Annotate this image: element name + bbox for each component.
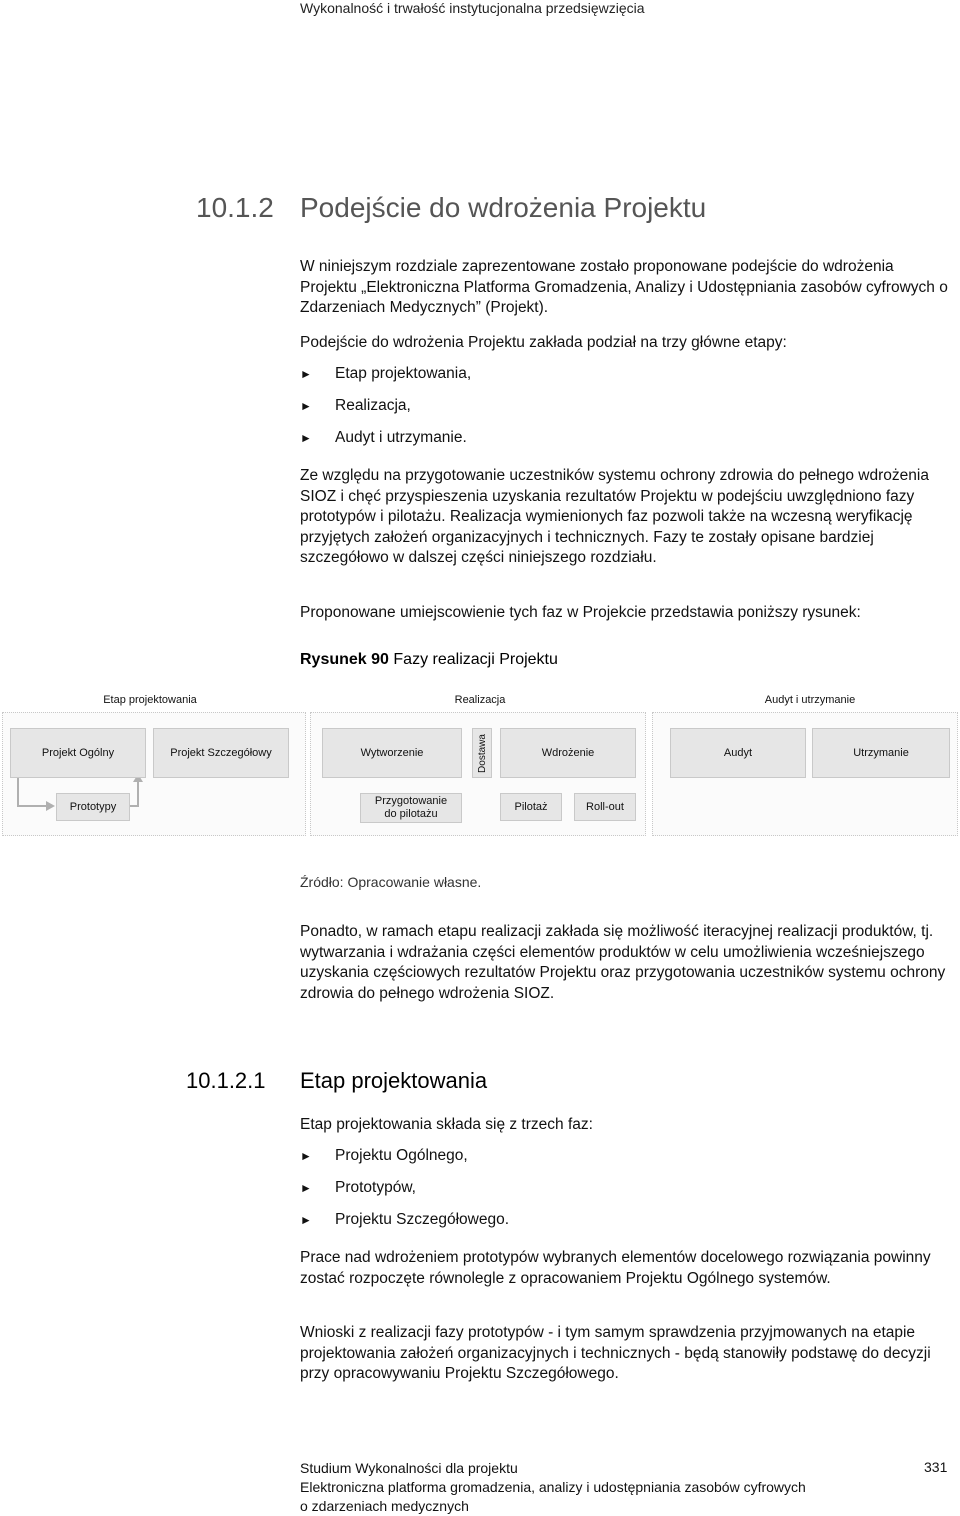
stage-label-audit: Audyt i utrzymanie	[764, 694, 856, 706]
figure-source: Źródło: Opracowanie własne.	[300, 874, 482, 890]
figure-title: Fazy realizacji Projektu	[393, 651, 558, 668]
paragraph-prototype-work: Prace nad wdrożeniem prototypów wybranych elementów docelowego rozwiązania powinny zostać rozpoczęte równolegle z opracowaniem Projektu Ogólnego systemów.	[300, 1249, 931, 1287]
box-projekt-ogolny: Projekt Ogólny	[10, 728, 146, 778]
paragraph-figure-intro: Proponowane umiejscowienie tych faz w Projekcie przedstawia poniższy rysunek:	[300, 604, 861, 621]
bullet-arrow-icon: ►	[300, 431, 312, 445]
stage-item: ► Audyt i utrzymanie.	[300, 429, 467, 446]
phase-item: ► Prototypów,	[300, 1179, 416, 1196]
figure-label: Rysunek 90	[300, 651, 389, 668]
box-utrzymanie: Utrzymanie	[812, 728, 950, 778]
phase-item: ► Projektu Szczegółowego.	[300, 1211, 510, 1228]
box-pilotaz: Pilotaż	[500, 793, 562, 821]
running-header: Wykonalność i trwałość instytucjonalna przedsięwzięcia	[300, 0, 645, 16]
paragraph-prototypes: Ze względu na przygotowanie uczestników systemu ochrony zdrowia do pełnego wdrożenia SIOZ i chęć przyspieszenia uzyskania rezultatów Projektu w podejściu uwzględniono fazy prototypów i pilotażu. Realizacja wymienionych faz pozwoli także na wczesną weryfikację przyjętych założeń organizacyjnych i technicznych. Fazy te zostały opisane bardziej szczegółowo w dalszej części niniejszego rozdziału.	[300, 467, 929, 566]
bullet-arrow-icon: ►	[300, 399, 312, 413]
stage-item: ► Etap projektowania,	[300, 365, 472, 382]
bullet-arrow-icon: ►	[300, 1213, 312, 1227]
stage-item: ► Realizacja,	[300, 397, 411, 414]
page-number: 331	[924, 1459, 948, 1475]
bullet-arrow-icon: ►	[300, 367, 312, 381]
stage-label-realization: Realizacja	[454, 694, 506, 706]
arrowhead-right	[46, 801, 55, 811]
box-wytworzenie: Wytworzenie	[322, 728, 462, 778]
arrow-to-prototypy	[18, 778, 46, 806]
stages-intro: Podejście do wdrożenia Projektu zakłada podział na trzy główne etapy:	[300, 334, 787, 351]
section-title: Podejście do wdrożenia Projektu	[300, 192, 707, 223]
footer-line-3: o zdarzeniach medycznych	[300, 1498, 469, 1514]
box-dostawa: Dostawa	[472, 728, 492, 778]
intro-paragraph: W niniejszym rozdziale zaprezentowane zostało proponowane podejście do wdrożenia Projektu „Elektroniczna Platforma Gromadzenia, Analizy i Udostępniania zasobów cyfrowych o Zdarzeniach Medycznych” (Projekt).	[300, 258, 948, 316]
section-heading	[196, 192, 706, 224]
bullet-arrow-icon: ►	[300, 1149, 312, 1163]
paragraph-conclusions: Wnioski z realizacji fazy prototypów - i tym samym sprawdzenia przyjmowanych na etapie projektowania założeń organizacyjnych i technicznych - będą stanowiły podstawę do decyzji przy opracowywaniu Projektu Szczegółowego.	[300, 1324, 931, 1382]
phase-item: ► Projektu Ogólnego,	[300, 1147, 468, 1164]
box-wdrozenie: Wdrożenie	[500, 728, 636, 778]
box-audyt: Audyt	[670, 728, 806, 778]
subsection-title: Etap projektowania	[300, 1068, 488, 1093]
box-projekt-szczegolowy: Projekt Szczegółowy	[153, 728, 289, 778]
subsection-number: 10.1.2.1	[186, 1068, 266, 1093]
box-rollout: Roll-out	[574, 793, 636, 821]
footer-line-1: Studium Wykonalności dla projektu	[300, 1460, 518, 1476]
section-number: 10.1.2	[196, 192, 274, 223]
subsection-heading	[186, 1068, 487, 1094]
box-prototypy: Prototypy	[56, 793, 130, 821]
figure-caption	[300, 651, 558, 669]
box-przygotowanie: Przygotowanie do pilotażu	[360, 793, 462, 823]
page-footer	[300, 1459, 806, 1516]
bullet-arrow-icon: ►	[300, 1181, 312, 1195]
paragraph-iterative: Ponadto, w ramach etapu realizacji zakłada się możliwość iteracyjnej realizacji produktów, tj. wytwarzania i wdrażania części elementów produktów w celu umożliwienia wcześniejszego uzyskania częściowych rezultatów Projektu oraz przygotowania uczestników systemu ochrony zdrowia do pełnego wdrożenia SIOZ.	[300, 923, 946, 1002]
stage-label-design: Etap projektowania	[103, 694, 197, 706]
footer-line-2: Elektroniczna platforma gromadzenia, analizy i udostępniania zasobów cyfrowych	[300, 1479, 806, 1495]
phases-diagram	[0, 690, 960, 840]
phases-intro: Etap projektowania składa się z trzech faz:	[300, 1116, 593, 1133]
